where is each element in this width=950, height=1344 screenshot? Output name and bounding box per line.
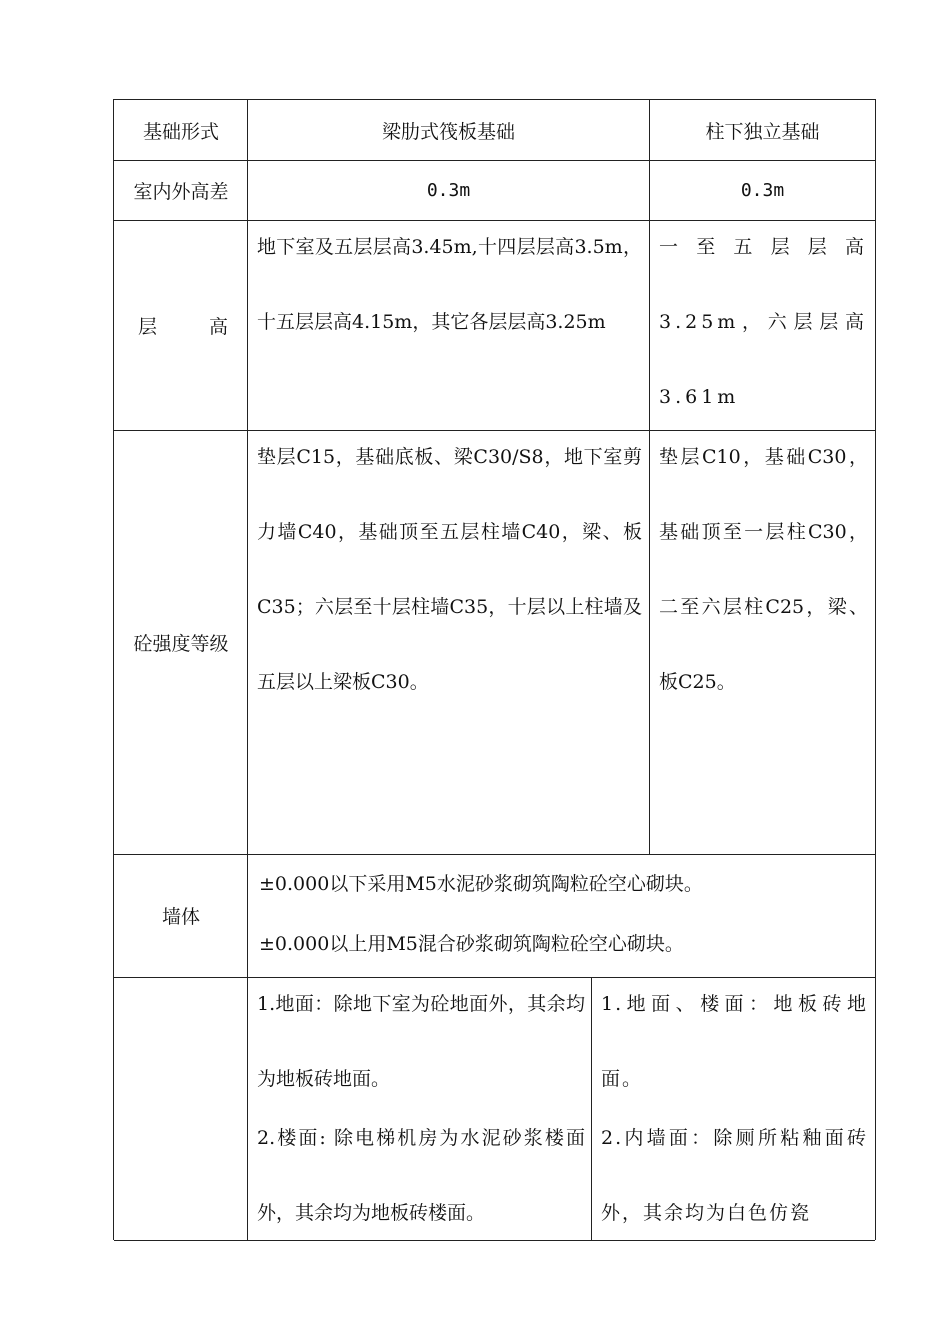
table-bottom-border [114,1240,875,1241]
value-elevation-isolated: 0.3m [740,179,785,201]
label-finishes [114,977,248,1240]
label-elevation-difference: 室内外高差 [133,180,229,203]
finishes-isolated-text [592,977,875,1240]
wall-above-grade: ±0.000以上用M5混合砂浆砌筑陶粒砼空心砌块。 [259,933,684,955]
finishes-raft-text [248,977,591,1240]
label-wall: 墙体 [161,906,200,928]
finishes-isolated-wall: 2.内墙面：除厕所粘釉面砖外，其余均为白色仿瓷 [601,1127,868,1224]
value-finishes-isolated [592,977,875,1240]
label-floor-height [114,220,248,430]
label-floor-height-a: 层 [138,315,158,338]
value-elevation-raft: 0.3m [426,179,471,201]
value-wall [248,854,875,977]
header-foundation-type: 基础形式 [142,120,219,143]
finishes-raft-upper-floor: 2.楼面: 除电梯机房为水泥砂浆楼面外，其余均为地板砖楼面。 [257,1127,585,1224]
header-raft-foundation: 梁肋式筏板基础 [381,120,515,143]
floor-height-isolated-text: 一至五层层高3.25m，六层层高3.61m [659,236,868,408]
label-floor-height-b: 高 [208,315,228,338]
value-floor-height-raft [248,220,649,430]
wall-below-grade: ±0.000以下采用M5水泥砂浆砌筑陶粒砼空心砌块。 [259,873,703,895]
finishes-isolated-floor: 1.地面、楼面：地板砖地面。 [601,993,868,1090]
value-finishes-raft [248,977,591,1240]
finishes-raft-floor: 1.地面：除地下室为砼地面外，其余均为地板砖地面。 [257,993,585,1090]
header-isolated-foundation: 柱下独立基础 [705,120,820,143]
building-spec-table [113,99,876,1240]
label-concrete-grade: 砼强度等级 [133,632,229,655]
floor-height-raft-text: 地下室及五层层高3.45m,十四层层高3.5m，十五层层高4.15m，其它各层层高3.25m [257,236,642,333]
value-concrete-isolated [650,430,875,854]
concrete-isolated-text: 垫层C10，基础C30，基础顶至一层柱C30，二至六层柱C25，梁、板C25。 [659,446,868,693]
value-concrete-raft [248,430,649,854]
concrete-raft-text: 垫层C15，基础底板、梁C30/S8，地下室剪力墙C40，基础顶至五层柱墙C40，梁、板C35；六层至十层柱墙C35，十层以上柱墙及五层以上梁板C30。 [257,446,642,693]
value-floor-height-isolated [650,220,875,430]
